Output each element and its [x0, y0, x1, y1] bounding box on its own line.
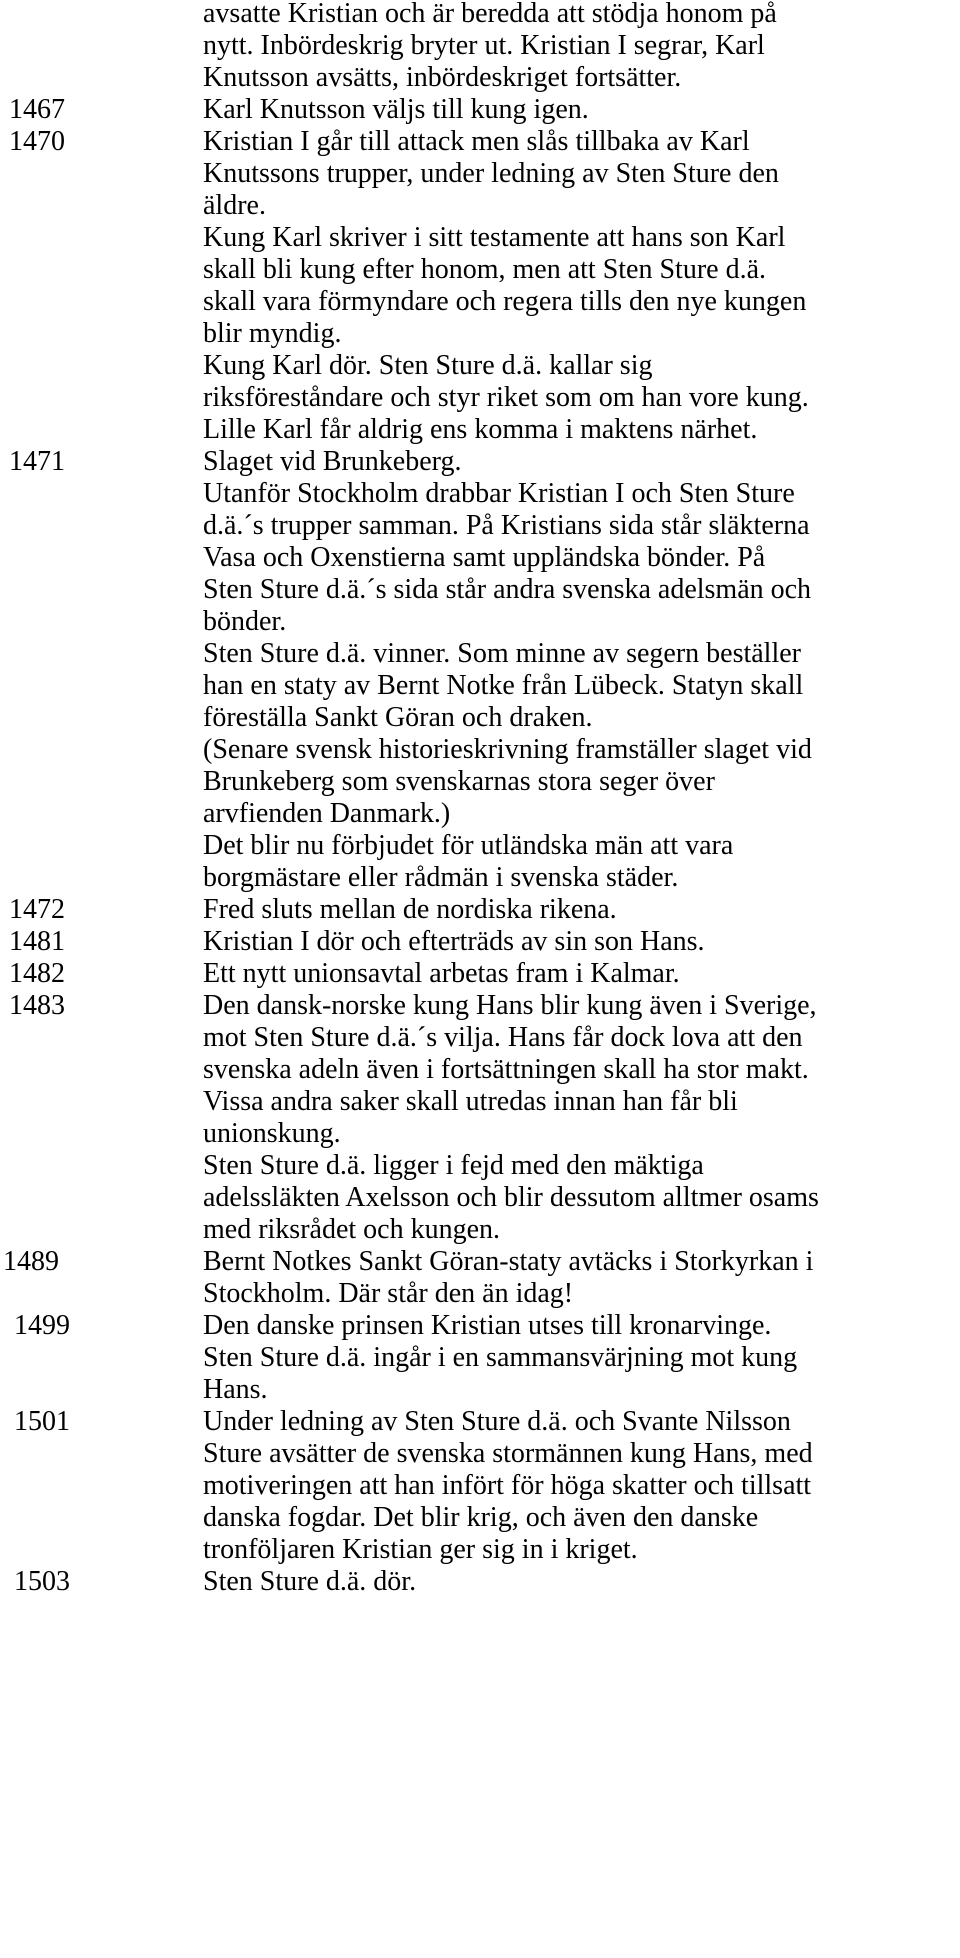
entry-text-line: blir myndig. [203, 318, 342, 349]
entry-text-line: svenska adeln även i fortsättningen skall ha stor makt. [203, 1054, 809, 1085]
entry-text-line: Vasa och Oxenstierna samt uppländska bönder. På [203, 542, 766, 573]
entry-text-line: danska fogdar. Det blir krig, och även den danske [203, 1502, 759, 1533]
entry-year: 1467 [9, 94, 65, 125]
entry-text-line: Kristian I dör och efterträds av sin son Hans. [203, 926, 705, 957]
entry-text-line: Utanför Stockholm drabbar Kristian I och Sten Sture [203, 478, 795, 509]
entry-text-line: Knutsson avsätts, inbördeskriget fortsätter. [203, 62, 682, 93]
entry-text-line: Karl Knutsson väljs till kung igen. [203, 94, 589, 125]
timeline-entry [0, 1562, 960, 1597]
entry-text-line: Bernt Notkes Sankt Göran-staty avtäcks i Storkyrkan i [203, 1246, 814, 1277]
entry-text-line: mot Sten Sture d.ä.´s vilja. Hans får dock lova att den [203, 1022, 803, 1053]
entry-text-line: arvfienden Danmark.) [203, 798, 451, 829]
entry-text-line: med riksrådet och kungen. [203, 1214, 501, 1245]
entry-year: 1471 [9, 446, 65, 477]
entry-text-line: Ett nytt unionsavtal arbetas fram i Kalmar. [203, 958, 680, 989]
entry-text-line: Sten Sture d.ä.´s sida står andra svenska adelsmän och [203, 574, 812, 605]
timeline-entry [0, 442, 960, 893]
entry-text-line: Sten Sture d.ä. ingår i en sammansvärjning mot kung [203, 1342, 798, 1373]
entry-text-line: (Senare svensk historieskrivning framställer slaget vid [203, 734, 812, 765]
timeline-entry [0, 1306, 960, 1405]
entry-text-line: bönder. [203, 606, 287, 637]
timeline-entry [0, 890, 960, 925]
entry-text-line: Sten Sture d.ä. vinner. Som minne av segern beställer [203, 638, 801, 669]
timeline-entry [0, 986, 960, 1245]
entry-text-line: han en staty av Bernt Notke från Lübeck. Statyn skall [203, 670, 804, 701]
entry-text-line: riksföreståndare och styr riket som om han vore kung. [203, 382, 809, 413]
entry-text-line: d.ä.´s trupper samman. På Kristians sida står släkterna [203, 510, 810, 541]
entry-text-line: Sture avsätter de svenska stormännen kung Hans, med [203, 1438, 813, 1469]
entry-text-line: nytt. Inbördeskrig bryter ut. Kristian I segrar, Karl [203, 30, 765, 61]
timeline-entry [0, 0, 960, 93]
entry-text-line: adelssläkten Axelsson och blir dessutom alltmer osams [203, 1182, 819, 1213]
entry-text-line: Kristian I går till attack men slås tillbaka av Karl [203, 126, 750, 157]
entry-year: 1483 [9, 990, 65, 1021]
entry-text-line: Knutssons trupper, under ledning av Sten Sture den [203, 158, 779, 189]
timeline-entry [0, 922, 960, 957]
entry-year: 1472 [9, 894, 65, 925]
entry-text-line: borgmästare eller rådmän i svenska städer. [203, 862, 679, 893]
entry-text-line: Kung Karl dör. Sten Sture d.ä. kallar sig [203, 350, 653, 381]
entry-text-line: Det blir nu förbjudet för utländska män att vara [203, 830, 734, 861]
entry-text-line: Sten Sture d.ä. ligger i fejd med den mäktiga [203, 1150, 704, 1181]
entry-text-line: Kung Karl skriver i sitt testamente att hans son Karl [203, 222, 786, 253]
entry-text-line: Hans. [203, 1374, 268, 1405]
entry-text-line: motiveringen att han infört för höga skatter och tillsatt [203, 1470, 812, 1501]
entry-text-line: Brunkeberg som svenskarnas stora seger över [203, 766, 715, 797]
entry-text-line: skall bli kung efter honom, men att Sten Sture d.ä. [203, 254, 767, 285]
timeline-entry [0, 954, 960, 989]
entry-text-line: Under ledning av Sten Sture d.ä. och Svante Nilsson [203, 1406, 791, 1437]
entry-text-line: Fred sluts mellan de nordiska rikena. [203, 894, 617, 925]
entry-year: 1503 [14, 1566, 70, 1597]
entry-text-line: Slaget vid Brunkeberg. [203, 446, 462, 477]
entry-text-line: Den dansk-norske kung Hans blir kung även i Sverige, [203, 990, 817, 1021]
entry-text-line: tronföljaren Kristian ger sig in i kriget. [203, 1534, 638, 1565]
entry-year: 1470 [9, 126, 65, 157]
entry-year: 1501 [14, 1406, 70, 1437]
timeline-entry [0, 1402, 960, 1565]
entry-text-line: föreställa Sankt Göran och draken. [203, 702, 593, 733]
entry-text-line: Sten Sture d.ä. dör. [203, 1566, 417, 1597]
entry-year: 1481 [9, 926, 65, 957]
timeline-entry [0, 122, 960, 445]
entry-text-line: Stockholm. Där står den än idag! [203, 1278, 574, 1309]
entry-text-line: Den danske prinsen Kristian utses till kronarvinge. [203, 1310, 772, 1341]
entry-text-line: äldre. [203, 190, 266, 221]
entry-year: 1489 [3, 1246, 59, 1277]
entry-text-line: avsatte Kristian och är beredda att stödja honom på [203, 0, 777, 29]
entry-year: 1482 [9, 958, 65, 989]
entry-text-line: Lille Karl får aldrig ens komma i maktens närhet. [203, 414, 758, 445]
entry-year: 1499 [14, 1310, 70, 1341]
entry-text-line: skall vara förmyndare och regera tills den nye kungen [203, 286, 807, 317]
entry-text-line: Vissa andra saker skall utredas innan han får bli [203, 1086, 738, 1117]
entry-text-line: unionskung. [203, 1118, 341, 1149]
timeline-entry [0, 1242, 960, 1309]
timeline-entry [0, 90, 960, 125]
